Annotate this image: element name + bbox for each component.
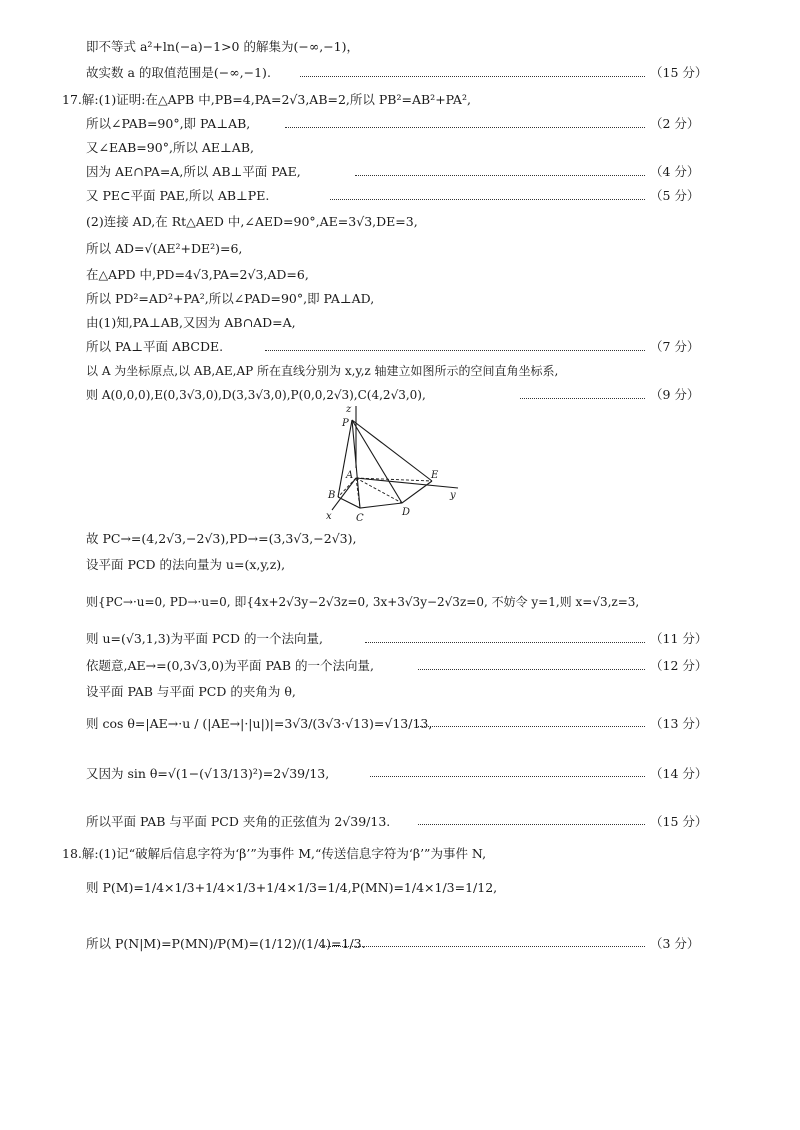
text-line [0, 628, 800, 650]
text-line [0, 800, 800, 844]
line-text: 在△APD 中,PD=4√3,PA=2√3,AD=6, [86, 267, 309, 282]
text-line [0, 137, 800, 159]
text-line [0, 211, 800, 233]
score-label: （14 分） [650, 766, 708, 781]
score-label: （15 分） [650, 65, 708, 80]
line-text: 所以 AD=√(AE²+DE²)=6, [86, 241, 243, 256]
score-label: （4 分） [650, 164, 700, 179]
text-line [0, 62, 800, 84]
dot-leader [365, 642, 645, 643]
text-line [0, 113, 800, 135]
text-line [0, 702, 800, 746]
label-C: C [356, 513, 364, 523]
label-x: x [326, 511, 332, 522]
pyramid-figure [318, 398, 468, 523]
dot-leader [265, 350, 645, 351]
text-line [0, 866, 800, 910]
dot-leader [418, 726, 645, 727]
line-text: 所以 P(N|M)=P(MN)/P(M)=(1/12)/(1/4)=1/3. [86, 936, 366, 951]
text-line [0, 752, 800, 796]
text-line [0, 336, 800, 358]
text-line [0, 528, 800, 550]
score-label: （15 分） [650, 814, 708, 829]
line-text: 所以平面 PAB 与平面 PCD 夹角的正弦值为 2√39/13. [86, 814, 391, 829]
score-label: （11 分） [650, 631, 708, 646]
dot-leader [370, 776, 645, 777]
score-label: （13 分） [650, 716, 708, 731]
line-text: 因为 AE∩PA=A,所以 AB⊥平面 PAE, [86, 164, 301, 179]
label-z: z [346, 404, 352, 415]
score-label: （7 分） [650, 339, 700, 354]
text-line [0, 312, 800, 334]
text-line [0, 161, 800, 183]
text-line [0, 655, 800, 677]
dot-leader [285, 127, 645, 128]
text-line [0, 843, 800, 865]
label-y: y [450, 490, 456, 501]
line-text: 17.解:(1)证明:在△APB 中,PB=4,PA=2√3,AB=2,所以 PB²=AB²+PA², [62, 92, 471, 107]
line-text: 又因为 sin θ=√(1−(√13/13)²)=2√39/13, [86, 766, 330, 781]
line-text: 又∠EAB=90°,所以 AE⊥AB, [86, 140, 254, 155]
text-line [0, 288, 800, 310]
label-B: B [328, 490, 336, 501]
line-text: 故 PC→=(4,2√3,−2√3),PD→=(3,3√3,−2√3), [86, 531, 357, 546]
text-line [0, 360, 800, 382]
score-label: （9 分） [650, 387, 700, 402]
text-line [0, 36, 800, 58]
line-text: 即不等式 a²+ln(−a)−1>0 的解集为(−∞,−1)， [86, 39, 360, 54]
base-edges [338, 481, 432, 508]
label-P: P [342, 418, 349, 429]
dot-leader [330, 199, 645, 200]
text-line [0, 554, 800, 576]
score-label: （3 分） [650, 936, 700, 951]
line-text: 则 cos θ=|AE→·u / (|AE→|·|u|)|=3√3/(3√3·√13)=√13/13, [86, 716, 433, 731]
edge-PD [352, 420, 402, 503]
line-text: 设平面 PCD 的法向量为 u=(x,y,z), [86, 557, 286, 572]
label-E: E [431, 470, 439, 481]
dot-leader [418, 824, 645, 825]
x-axis [332, 478, 356, 510]
line-text: (2)连接 AD,在 Rt△AED 中,∠AED=90°,AE=3√3,DE=3, [86, 214, 418, 229]
line-text: 所以 PD²=AD²+PA²,所以∠PAD=90°,即 PA⊥AD, [86, 291, 375, 306]
line-text: 所以∠PAB=90°,即 PA⊥AB, [86, 116, 251, 131]
dot-leader [355, 175, 645, 176]
line-text: 故实数 a 的取值范围是(−∞,−1). [86, 65, 271, 80]
text-line [0, 185, 800, 207]
score-label: （5 分） [650, 188, 700, 203]
text-line [0, 681, 800, 703]
line-text: 以 A 为坐标原点,以 AB,AE,AP 所在直线分别为 x,y,z 轴建立如图所示的空间直角坐标系, [86, 364, 559, 378]
score-label: （2 分） [650, 116, 700, 131]
edge-PE [352, 420, 432, 481]
label-A: A [346, 470, 354, 481]
line-text: 依题意,AE→=(0,3√3,0)为平面 PAB 的一个法向量, [86, 658, 374, 673]
dot-leader [320, 946, 645, 947]
line-text: 则 u=(√3,1,3)为平面 PCD 的一个法向量, [86, 631, 323, 646]
dot-leader [300, 76, 645, 77]
text-line [0, 912, 800, 976]
label-D: D [402, 507, 411, 518]
line-text: 设平面 PAB 与平面 PCD 的夹角为 θ, [86, 684, 296, 699]
text-line [0, 580, 800, 624]
dot-leader-coords [520, 398, 645, 399]
score-label: （12 分） [650, 658, 708, 673]
text-line [0, 264, 800, 286]
line-text: 18.解:(1)记“破解后信息字符为‘β’”为事件 M,“传送信息字符为‘β’”为事件 N, [62, 846, 487, 861]
line-text: 则 P(M)=1/4×1/3+1/4×1/3+1/4×1/3=1/4,P(MN)=1/4×1/3=1/12, [86, 880, 498, 895]
line-text: 则{PC→·u=0, PD→·u=0, 即{4x+2√3y−2√3z=0, 3x+3√3y−2√3z=0, 不妨令 y=1,则 x=√3,z=3, [86, 595, 640, 609]
line-text: 所以 PA⊥平面 ABCDE. [86, 339, 224, 354]
dot-leader [418, 669, 645, 670]
line-text: 则 A(0,0,0),E(0,3√3,0),D(3,3√3,0),P(0,0,2√3),C(4,2√3,0), [86, 388, 426, 402]
text-line [0, 89, 800, 111]
text-line [0, 238, 800, 260]
line-text: 又 PE⊂平面 PAE,所以 AB⊥PE. [86, 188, 270, 203]
line-text: 由(1)知,PA⊥AB,又因为 AB∩AD=A, [86, 315, 296, 330]
